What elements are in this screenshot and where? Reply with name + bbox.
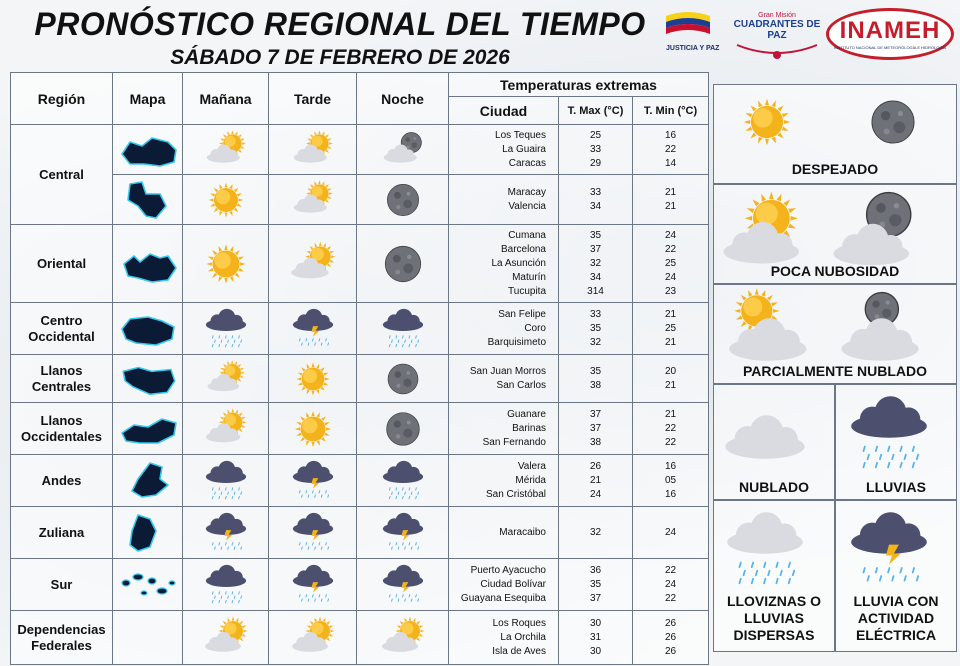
city-name: Valera (517, 460, 546, 472)
tmin-value: 22 (664, 592, 677, 604)
tmax-value: 38 (589, 379, 602, 391)
afternoon-cell (269, 125, 357, 175)
morning-cell (183, 303, 269, 355)
legend-partly-cloudy (713, 284, 957, 384)
city-name: Valencia (508, 200, 546, 212)
tmax-value: 32 (589, 257, 602, 269)
city-cell (449, 507, 559, 559)
storm-cloud-icon (183, 509, 268, 557)
tmin-value: 22 (664, 436, 677, 448)
tmax-cell (559, 225, 633, 303)
tmin-cell (633, 507, 709, 559)
legend-storm-label: LLUVIA CON ACTIVIDAD ELÉCTRICA (853, 593, 939, 643)
night-cell (357, 507, 449, 559)
inameh-logo (826, 8, 954, 60)
region-map-icon (113, 178, 182, 222)
tmax-value: 314 (587, 285, 604, 297)
region-map-icon (113, 458, 182, 504)
city-name: Guanare (507, 408, 546, 420)
tmax-value: 30 (589, 617, 602, 629)
night-cell (357, 403, 449, 455)
legend-storm (835, 500, 957, 652)
city-name: Maracaibo (499, 526, 546, 538)
tmin-value: 21 (664, 336, 677, 348)
tmax-value: 36 (589, 564, 602, 576)
storm-cloud-icon (269, 457, 356, 505)
morning-cell (183, 507, 269, 559)
afternoon-cell (269, 303, 357, 355)
col-temps-group: Temperaturas extremas (449, 73, 709, 97)
forecast-row (11, 559, 709, 611)
night-cell (357, 125, 449, 175)
region-map-cell (113, 507, 183, 559)
tmin-cell (633, 455, 709, 507)
legend-rain-label: LLUVIAS (866, 479, 926, 495)
tmin-value: 20 (664, 365, 677, 377)
afternoon-cell (269, 507, 357, 559)
storm-cloud-icon (269, 509, 356, 557)
tmax-value: 35 (589, 322, 602, 334)
tmax-value: 33 (589, 308, 602, 320)
tmax-cell (559, 455, 633, 507)
region-map-icon (113, 358, 182, 400)
morning-cell (183, 125, 269, 175)
region-map-icon (113, 562, 182, 608)
rain-cloud-icon (844, 389, 934, 484)
morning-cell (183, 175, 269, 225)
forecast-row (11, 303, 709, 355)
tmin-value: 24 (664, 526, 677, 538)
city-name: Los Roques (492, 617, 546, 629)
rain-cloud-icon (357, 305, 448, 353)
tmin-cell (633, 175, 709, 225)
tmax-cell (559, 175, 633, 225)
tmax-cell (559, 355, 633, 403)
partly-cloudy-night-icon (357, 127, 448, 173)
cuadrantes-logo (732, 12, 822, 60)
morning-cell (183, 403, 269, 455)
city-cell (449, 403, 559, 455)
legend-panel (713, 84, 957, 652)
legend-partly-cloudy-label: PARCIALMENTE NUBLADO (742, 363, 928, 379)
city-name: Tucupita (508, 285, 546, 297)
tmin-value: 25 (664, 322, 677, 334)
city-cell (449, 175, 559, 225)
forecast-row (11, 355, 709, 403)
city-name: Mérida (515, 474, 546, 486)
region-map-icon (113, 128, 182, 172)
night-cell (357, 455, 449, 507)
night-cell (357, 303, 449, 355)
city-name: La Orchila (500, 631, 546, 643)
inameh-logo-text: INAMEH (839, 17, 941, 44)
city-cell (449, 611, 559, 665)
forecast-row (11, 403, 709, 455)
tmin-value: 26 (664, 645, 677, 657)
storm-cloud-icon (844, 505, 934, 600)
city-name: La Asunción (491, 257, 546, 269)
legend-cloudy (713, 384, 835, 500)
forecast-row (11, 175, 709, 225)
forecast-row (11, 611, 709, 665)
night-cell (357, 611, 449, 665)
partly-cloudy-icon (269, 177, 356, 223)
partly-cloudy-icon (269, 613, 356, 663)
region-map-cell (113, 175, 183, 225)
venezuela-flag-icon (666, 10, 710, 36)
afternoon-cell (269, 355, 357, 403)
tmax-value: 32 (589, 336, 602, 348)
region-name: Sur (11, 559, 113, 611)
partly-cloudy-icon (183, 357, 268, 401)
tmax-value: 37 (589, 592, 602, 604)
tmin-value: 22 (664, 422, 677, 434)
city-name: Puerto Ayacucho (470, 564, 546, 576)
cuadrantes-swoosh-icon (732, 41, 822, 61)
tmin-value: 16 (664, 460, 677, 472)
region-map-cell (113, 125, 183, 175)
region-map-icon (113, 510, 182, 556)
tmin-cell (633, 225, 709, 303)
region-map-icon (113, 241, 182, 287)
city-name: San Cristóbal (485, 488, 546, 500)
city-name: Cumana (508, 229, 546, 241)
city-name: San Carlos (496, 379, 546, 391)
forecast-row (11, 507, 709, 559)
tmin-value: 26 (664, 631, 677, 643)
moon-icon (357, 238, 448, 290)
region-map-cell (113, 559, 183, 611)
region-name: Llanos Occidentales (11, 403, 113, 455)
region-name: Llanos Centrales (11, 355, 113, 403)
city-cell (449, 225, 559, 303)
region-map-cell (113, 355, 183, 403)
city-name: Ciudad Bolívar (480, 578, 546, 590)
tmin-value: 22 (664, 143, 677, 155)
tmin-value: 05 (664, 474, 677, 486)
tmax-value: 35 (589, 578, 602, 590)
region-map-cell (113, 303, 183, 355)
region-map-icon (113, 615, 182, 661)
tmin-value: 24 (664, 229, 677, 241)
tmin-value: 16 (664, 129, 677, 141)
tmin-value: 21 (664, 408, 677, 420)
region-map-icon (113, 406, 182, 452)
tmin-value: 21 (664, 308, 677, 320)
tmax-value: 30 (589, 645, 602, 657)
tmax-value: 35 (589, 365, 602, 377)
tmax-value: 37 (589, 422, 602, 434)
tmax-value: 34 (589, 200, 602, 212)
sun-icon (183, 238, 268, 290)
rain-cloud-icon (183, 561, 268, 609)
city-cell (449, 303, 559, 355)
storm-cloud-icon (357, 561, 448, 609)
night-cell (357, 225, 449, 303)
tmax-cell (559, 125, 633, 175)
morning-cell (183, 559, 269, 611)
tmin-value: 24 (664, 578, 677, 590)
partly-cloudy-icon (183, 613, 268, 663)
moon-icon (862, 91, 924, 158)
legend-drizzle (713, 500, 835, 652)
afternoon-cell (269, 175, 357, 225)
rain-cloud-icon (357, 457, 448, 505)
storm-cloud-icon (269, 305, 356, 353)
city-name: Los Teques (495, 129, 546, 141)
forecast-row (11, 455, 709, 507)
partly-cloudy-icon (269, 238, 356, 290)
city-name: Caracas (508, 157, 546, 169)
tmax-value: 38 (589, 436, 602, 448)
city-name: Barinas (512, 422, 546, 434)
sun-icon (183, 177, 268, 223)
city-name: Guayana Esequiba (460, 592, 546, 604)
night-cell (357, 559, 449, 611)
col-tmax: T. Max (°C) (559, 97, 633, 125)
col-region: Región (11, 73, 113, 125)
partly-cloudy-icon (357, 613, 448, 663)
tmin-value: 16 (664, 488, 677, 500)
forecast-table (10, 72, 709, 665)
partly-cloudy-icon (183, 405, 268, 453)
tmin-value: 22 (664, 243, 677, 255)
tmax-value: 24 (589, 488, 602, 500)
partly-cloudy-icon (183, 127, 268, 173)
justicia-logo-text: JUSTICIA Y PAZ (666, 45, 720, 52)
tmin-value: 14 (664, 157, 677, 169)
storm-cloud-icon (269, 561, 356, 609)
legend-clear (713, 84, 957, 184)
forecast-body (11, 125, 709, 665)
morning-cell (183, 225, 269, 303)
afternoon-cell (269, 403, 357, 455)
tmax-cell (559, 403, 633, 455)
region-name: Oriental (11, 225, 113, 303)
tmin-cell (633, 559, 709, 611)
city-name: Maracay (507, 186, 546, 198)
tmax-value: 31 (589, 631, 602, 643)
tmax-cell (559, 559, 633, 611)
sun-icon (269, 357, 356, 401)
storm-cloud-icon (357, 509, 448, 557)
tmin-value: 25 (664, 257, 677, 269)
region-name: Andes (11, 455, 113, 507)
tmax-cell (559, 507, 633, 559)
tmin-value: 21 (664, 379, 677, 391)
drizzle-cloud-icon (720, 505, 810, 600)
legend-clear-label: DESPEJADO (791, 161, 879, 177)
cuadrantes-logo-top: Gran Misión (758, 12, 796, 19)
tmin-value: 26 (664, 617, 677, 629)
tmax-cell (559, 611, 633, 665)
tmax-value: 33 (589, 186, 602, 198)
region-map-cell (113, 611, 183, 665)
col-afternoon: Tarde (269, 73, 357, 125)
city-name: San Felipe (498, 308, 546, 320)
city-name: La Guaira (502, 143, 546, 155)
city-name: Barquisimeto (487, 336, 546, 348)
city-name: San Juan Morros (469, 365, 546, 377)
inameh-logo-subtext: INSTITUTO NACIONAL DE METEOROLOGÍA E HIDROLOGÍA (833, 45, 947, 50)
page-subtitle: SÁBADO 7 DE FEBRERO DE 2026 (170, 46, 510, 69)
region-name: Dependencias Federales (11, 611, 113, 665)
morning-cell (183, 611, 269, 665)
region-map-cell (113, 403, 183, 455)
night-cell (357, 355, 449, 403)
tmax-value: 25 (589, 129, 602, 141)
tmin-value: 21 (664, 200, 677, 212)
city-cell (449, 559, 559, 611)
afternoon-cell (269, 611, 357, 665)
rain-cloud-icon (183, 305, 268, 353)
tmin-value: 22 (664, 564, 677, 576)
afternoon-cell (269, 559, 357, 611)
cuadrantes-logo-main: CUADRANTES DE PAZ (733, 19, 821, 41)
tmax-value: 34 (589, 271, 602, 283)
city-name: San Fernando (482, 436, 546, 448)
tmin-cell (633, 303, 709, 355)
morning-cell (183, 455, 269, 507)
legend-few-clouds-label: POCA NUBOSIDAD (770, 263, 900, 279)
rain-cloud-icon (183, 457, 268, 505)
city-name: Maturín (512, 271, 546, 283)
partly-cloudy-icon (269, 127, 356, 173)
afternoon-cell (269, 225, 357, 303)
forecast-row (11, 125, 709, 175)
region-map-cell (113, 225, 183, 303)
page-title: PRONÓSTICO REGIONAL DEL TIEMPO (34, 6, 646, 42)
sun-icon (269, 405, 356, 453)
sun-icon (736, 91, 798, 158)
col-night: Noche (357, 73, 449, 125)
tmax-value: 32 (589, 526, 602, 538)
col-city: Ciudad (449, 97, 559, 125)
tmin-cell (633, 403, 709, 455)
legend-rain (835, 384, 957, 500)
morning-cell (183, 355, 269, 403)
tmin-cell (633, 355, 709, 403)
city-name: Coro (524, 322, 546, 334)
region-map-cell (113, 455, 183, 507)
tmin-value: 21 (664, 186, 677, 198)
tmin-cell (633, 611, 709, 665)
col-tmin: T. Min (°C) (633, 97, 709, 125)
col-morning: Mañana (183, 73, 269, 125)
tmax-value: 21 (589, 474, 602, 486)
region-name: Centro Occidental (11, 303, 113, 355)
tmax-value: 33 (589, 143, 602, 155)
moon-icon (357, 405, 448, 453)
afternoon-cell (269, 455, 357, 507)
tmin-value: 24 (664, 271, 677, 283)
region-name: Zuliana (11, 507, 113, 559)
col-map: Mapa (113, 73, 183, 125)
justicia-logo (666, 10, 720, 60)
city-cell (449, 455, 559, 507)
tmax-value: 35 (589, 229, 602, 241)
tmax-value: 37 (589, 408, 602, 420)
tmax-value: 26 (589, 460, 602, 472)
tmin-cell (633, 125, 709, 175)
tmax-value: 29 (589, 157, 602, 169)
logos-bar (660, 6, 960, 66)
city-cell (449, 125, 559, 175)
tmin-value: 23 (664, 285, 677, 297)
city-cell (449, 355, 559, 403)
legend-few-clouds (713, 184, 957, 284)
moon-icon (357, 357, 448, 401)
city-name: Barcelona (500, 243, 546, 255)
legend-cloudy-label: NUBLADO (739, 479, 809, 495)
moon-icon (357, 177, 448, 223)
tmax-value: 37 (589, 243, 602, 255)
city-name: Isla de Aves (492, 645, 546, 657)
region-name: Central (11, 125, 113, 225)
night-cell (357, 175, 449, 225)
region-map-icon (113, 306, 182, 352)
forecast-row (11, 225, 709, 303)
tmax-cell (559, 303, 633, 355)
legend-drizzle-label: LLOVIZNAS O LLUVIAS DISPERSAS (726, 593, 822, 643)
